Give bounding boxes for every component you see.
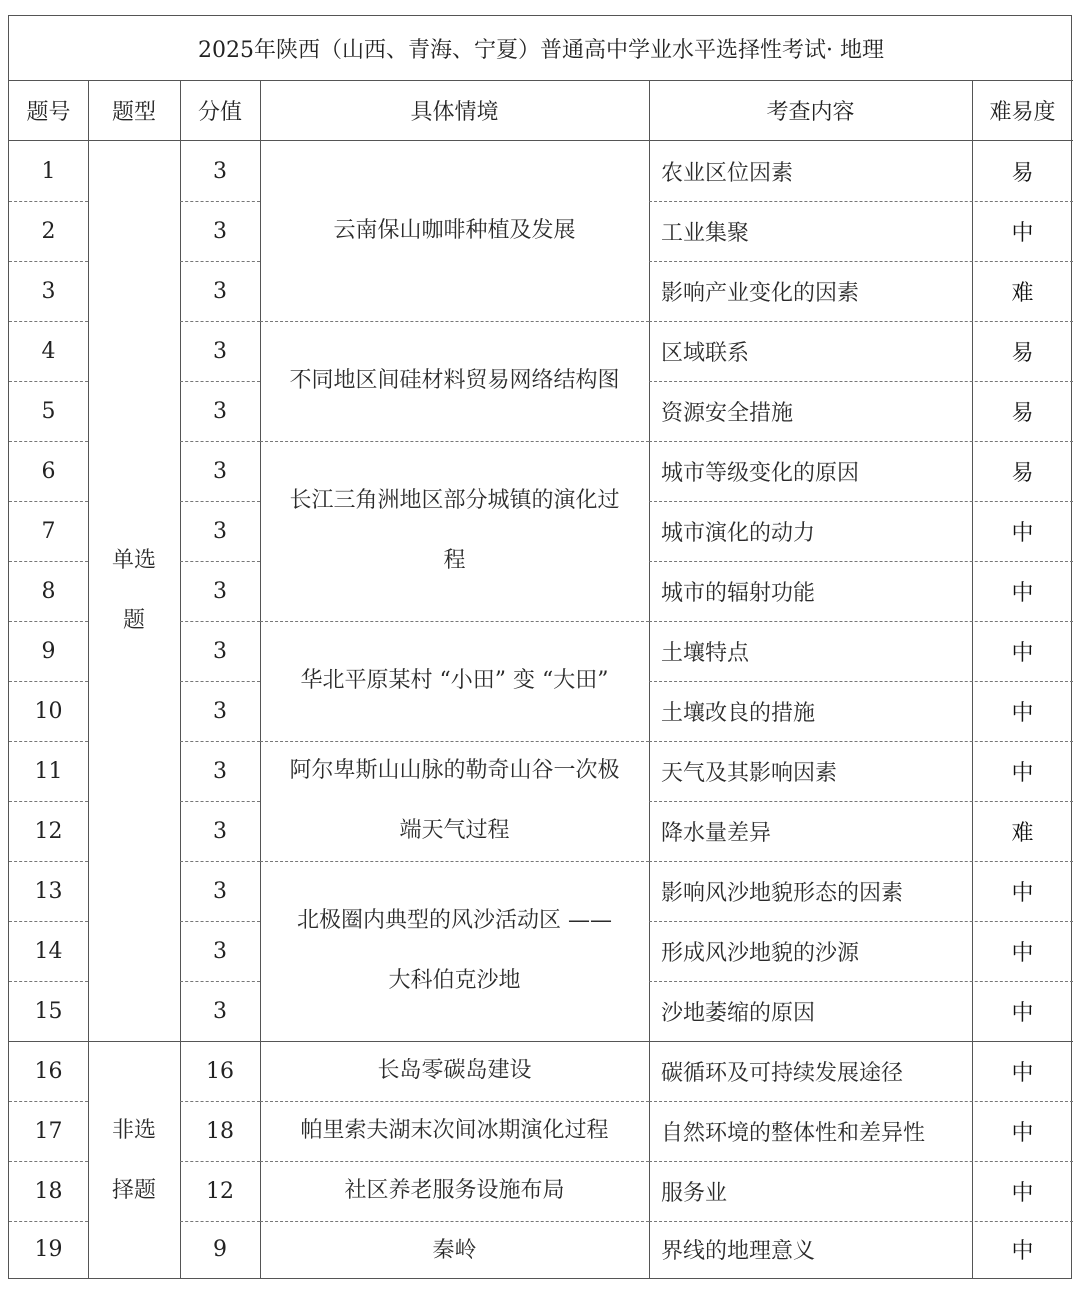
assessed-content: 城市等级变化的原因 [661, 460, 860, 486]
question-number: 18 [34, 1178, 63, 1204]
question-score: 3 [213, 158, 227, 184]
question-score: 9 [213, 1237, 227, 1263]
context-cell [260, 321, 649, 441]
question-number: 4 [41, 338, 56, 364]
question-number: 9 [41, 638, 56, 664]
assessed-content: 碳循环及可持续发展途径 [661, 1060, 904, 1086]
type-single-line2: 题 [122, 608, 145, 633]
header-difficulty: 难易度 [972, 81, 1073, 141]
question-score: 3 [213, 578, 227, 604]
difficulty-level: 中 [1011, 880, 1034, 906]
assessed-content: 形成风沙地貌的沙源 [661, 940, 860, 966]
difficulty-level: 难 [1011, 280, 1034, 306]
context-text: 云南保山咖啡种植及发展 [333, 218, 576, 243]
context-text: 华北平原某村 “小田” 变 “大田” [300, 668, 609, 693]
question-score: 3 [213, 938, 227, 964]
type-nonchoice-line2: 择题 [111, 1177, 156, 1203]
row-divider [260, 321, 649, 322]
assessed-content: 天气及其影响因素 [661, 760, 838, 786]
assessed-content: 服务业 [661, 1180, 728, 1206]
difficulty-level: 中 [1011, 1060, 1034, 1086]
assessed-content: 区域联系 [661, 340, 750, 366]
question-number: 11 [34, 758, 63, 784]
assessed-content: 沙地萎缩的原因 [661, 1000, 816, 1026]
exam-analysis-table [8, 15, 1072, 1279]
difficulty-level: 易 [1011, 160, 1034, 186]
context-cell [260, 1101, 649, 1161]
assessed-content: 土壤改良的措施 [661, 700, 816, 726]
question-score: 12 [206, 1178, 234, 1204]
context-cell [260, 1041, 649, 1101]
difficulty-level: 易 [1011, 340, 1034, 366]
question-number: 3 [41, 278, 56, 304]
row-divider [260, 861, 649, 862]
question-score: 3 [213, 278, 227, 304]
table-title: 2025年陕西（山西、青海、宁夏）普通高中学业水平选择性考试· 地理 [9, 16, 1073, 81]
assessed-content: 自然环境的整体性和差异性 [661, 1120, 926, 1146]
question-score: 3 [213, 458, 227, 484]
difficulty-level: 中 [1011, 700, 1034, 726]
header-score: 分值 [180, 81, 260, 141]
type-nonchoice-line1: 非选 [111, 1117, 156, 1143]
row-divider [260, 441, 649, 442]
question-number: 12 [34, 818, 63, 844]
context-cell [260, 741, 649, 861]
question-number: 16 [34, 1058, 63, 1084]
question-score: 3 [213, 878, 227, 904]
assessed-content: 界线的地理意义 [661, 1239, 816, 1265]
question-number: 8 [41, 578, 56, 604]
question-score: 3 [213, 518, 227, 544]
context-text: 秦岭 [432, 1237, 477, 1263]
context-text: 端天气过程 [399, 818, 510, 843]
difficulty-level: 难 [1011, 820, 1034, 846]
question-score: 3 [213, 398, 227, 424]
difficulty-level: 易 [1011, 400, 1034, 426]
assessed-content: 工业集聚 [661, 220, 750, 246]
difficulty-level: 中 [1011, 760, 1034, 786]
difficulty-level: 中 [1011, 220, 1034, 246]
question-score: 3 [213, 698, 227, 724]
header-content: 考查内容 [649, 81, 972, 141]
assessed-content: 农业区位因素 [661, 160, 794, 186]
question-number: 13 [34, 878, 63, 904]
context-text: 不同地区间硅材料贸易网络结构图 [289, 368, 620, 393]
assessed-content: 资源安全措施 [661, 400, 794, 426]
assessed-content: 影响风沙地貌形态的因素 [661, 880, 904, 906]
context-text: 帕里索夫湖末次间冰期演化过程 [300, 1118, 609, 1143]
question-score: 3 [213, 338, 227, 364]
question-number: 1 [41, 158, 56, 184]
difficulty-level: 中 [1011, 1239, 1034, 1265]
context-cell [260, 861, 649, 1041]
question-score: 18 [206, 1118, 234, 1144]
question-number: 10 [34, 698, 63, 724]
question-score: 3 [213, 218, 227, 244]
row-divider [260, 1101, 649, 1102]
question-score: 3 [213, 758, 227, 784]
question-number: 15 [34, 998, 63, 1024]
difficulty-level: 中 [1011, 520, 1034, 546]
context-text: 北极圈内典型的风沙活动区 —— [297, 908, 612, 933]
question-number: 2 [41, 218, 56, 244]
context-text: 阿尔卑斯山山脉的勒奇山谷一次极 [289, 758, 620, 783]
question-number: 7 [41, 518, 56, 544]
row-divider [260, 1161, 649, 1162]
assessed-content: 城市的辐射功能 [661, 580, 816, 606]
question-score: 3 [213, 998, 227, 1024]
difficulty-level: 中 [1011, 580, 1034, 606]
difficulty-level: 中 [1011, 1180, 1034, 1206]
question-number: 5 [41, 398, 56, 424]
context-text: 长岛零碳岛建设 [377, 1058, 532, 1083]
assessed-content: 降水量差异 [661, 820, 772, 846]
context-cell [260, 141, 649, 321]
context-cell [260, 621, 649, 741]
difficulty-level: 中 [1011, 640, 1034, 666]
question-number: 6 [41, 458, 56, 484]
question-score: 3 [213, 818, 227, 844]
header-question-no: 题号 [9, 81, 88, 141]
header-question-type: 题型 [88, 81, 180, 141]
difficulty-level: 中 [1011, 1120, 1034, 1146]
header-context: 具体情境 [260, 81, 649, 141]
context-cell [260, 1161, 649, 1221]
question-number: 19 [34, 1237, 63, 1263]
row-divider [260, 741, 649, 742]
question-number: 17 [34, 1118, 63, 1144]
question-score: 16 [206, 1058, 234, 1084]
context-text: 程 [443, 548, 466, 573]
context-text: 长江三角洲地区部分城镇的演化过 [289, 488, 620, 513]
assessed-content: 城市演化的动力 [661, 520, 816, 546]
row-divider [260, 1221, 649, 1222]
difficulty-level: 中 [1011, 940, 1034, 966]
context-text: 社区养老服务设施布局 [344, 1178, 565, 1203]
row-divider [260, 621, 649, 622]
type-single-line1: 单选 [111, 548, 156, 573]
type-single-choice [88, 141, 180, 1041]
question-score: 3 [213, 638, 227, 664]
difficulty-level: 中 [1011, 1000, 1034, 1026]
assessed-content: 影响产业变化的因素 [661, 280, 860, 306]
type-non-choice [88, 1041, 180, 1280]
difficulty-level: 易 [1011, 460, 1034, 486]
context-cell [260, 441, 649, 621]
context-text: 大科伯克沙地 [388, 968, 521, 993]
context-cell [260, 1221, 649, 1280]
question-number: 14 [34, 938, 63, 964]
assessed-content: 土壤特点 [661, 640, 750, 666]
